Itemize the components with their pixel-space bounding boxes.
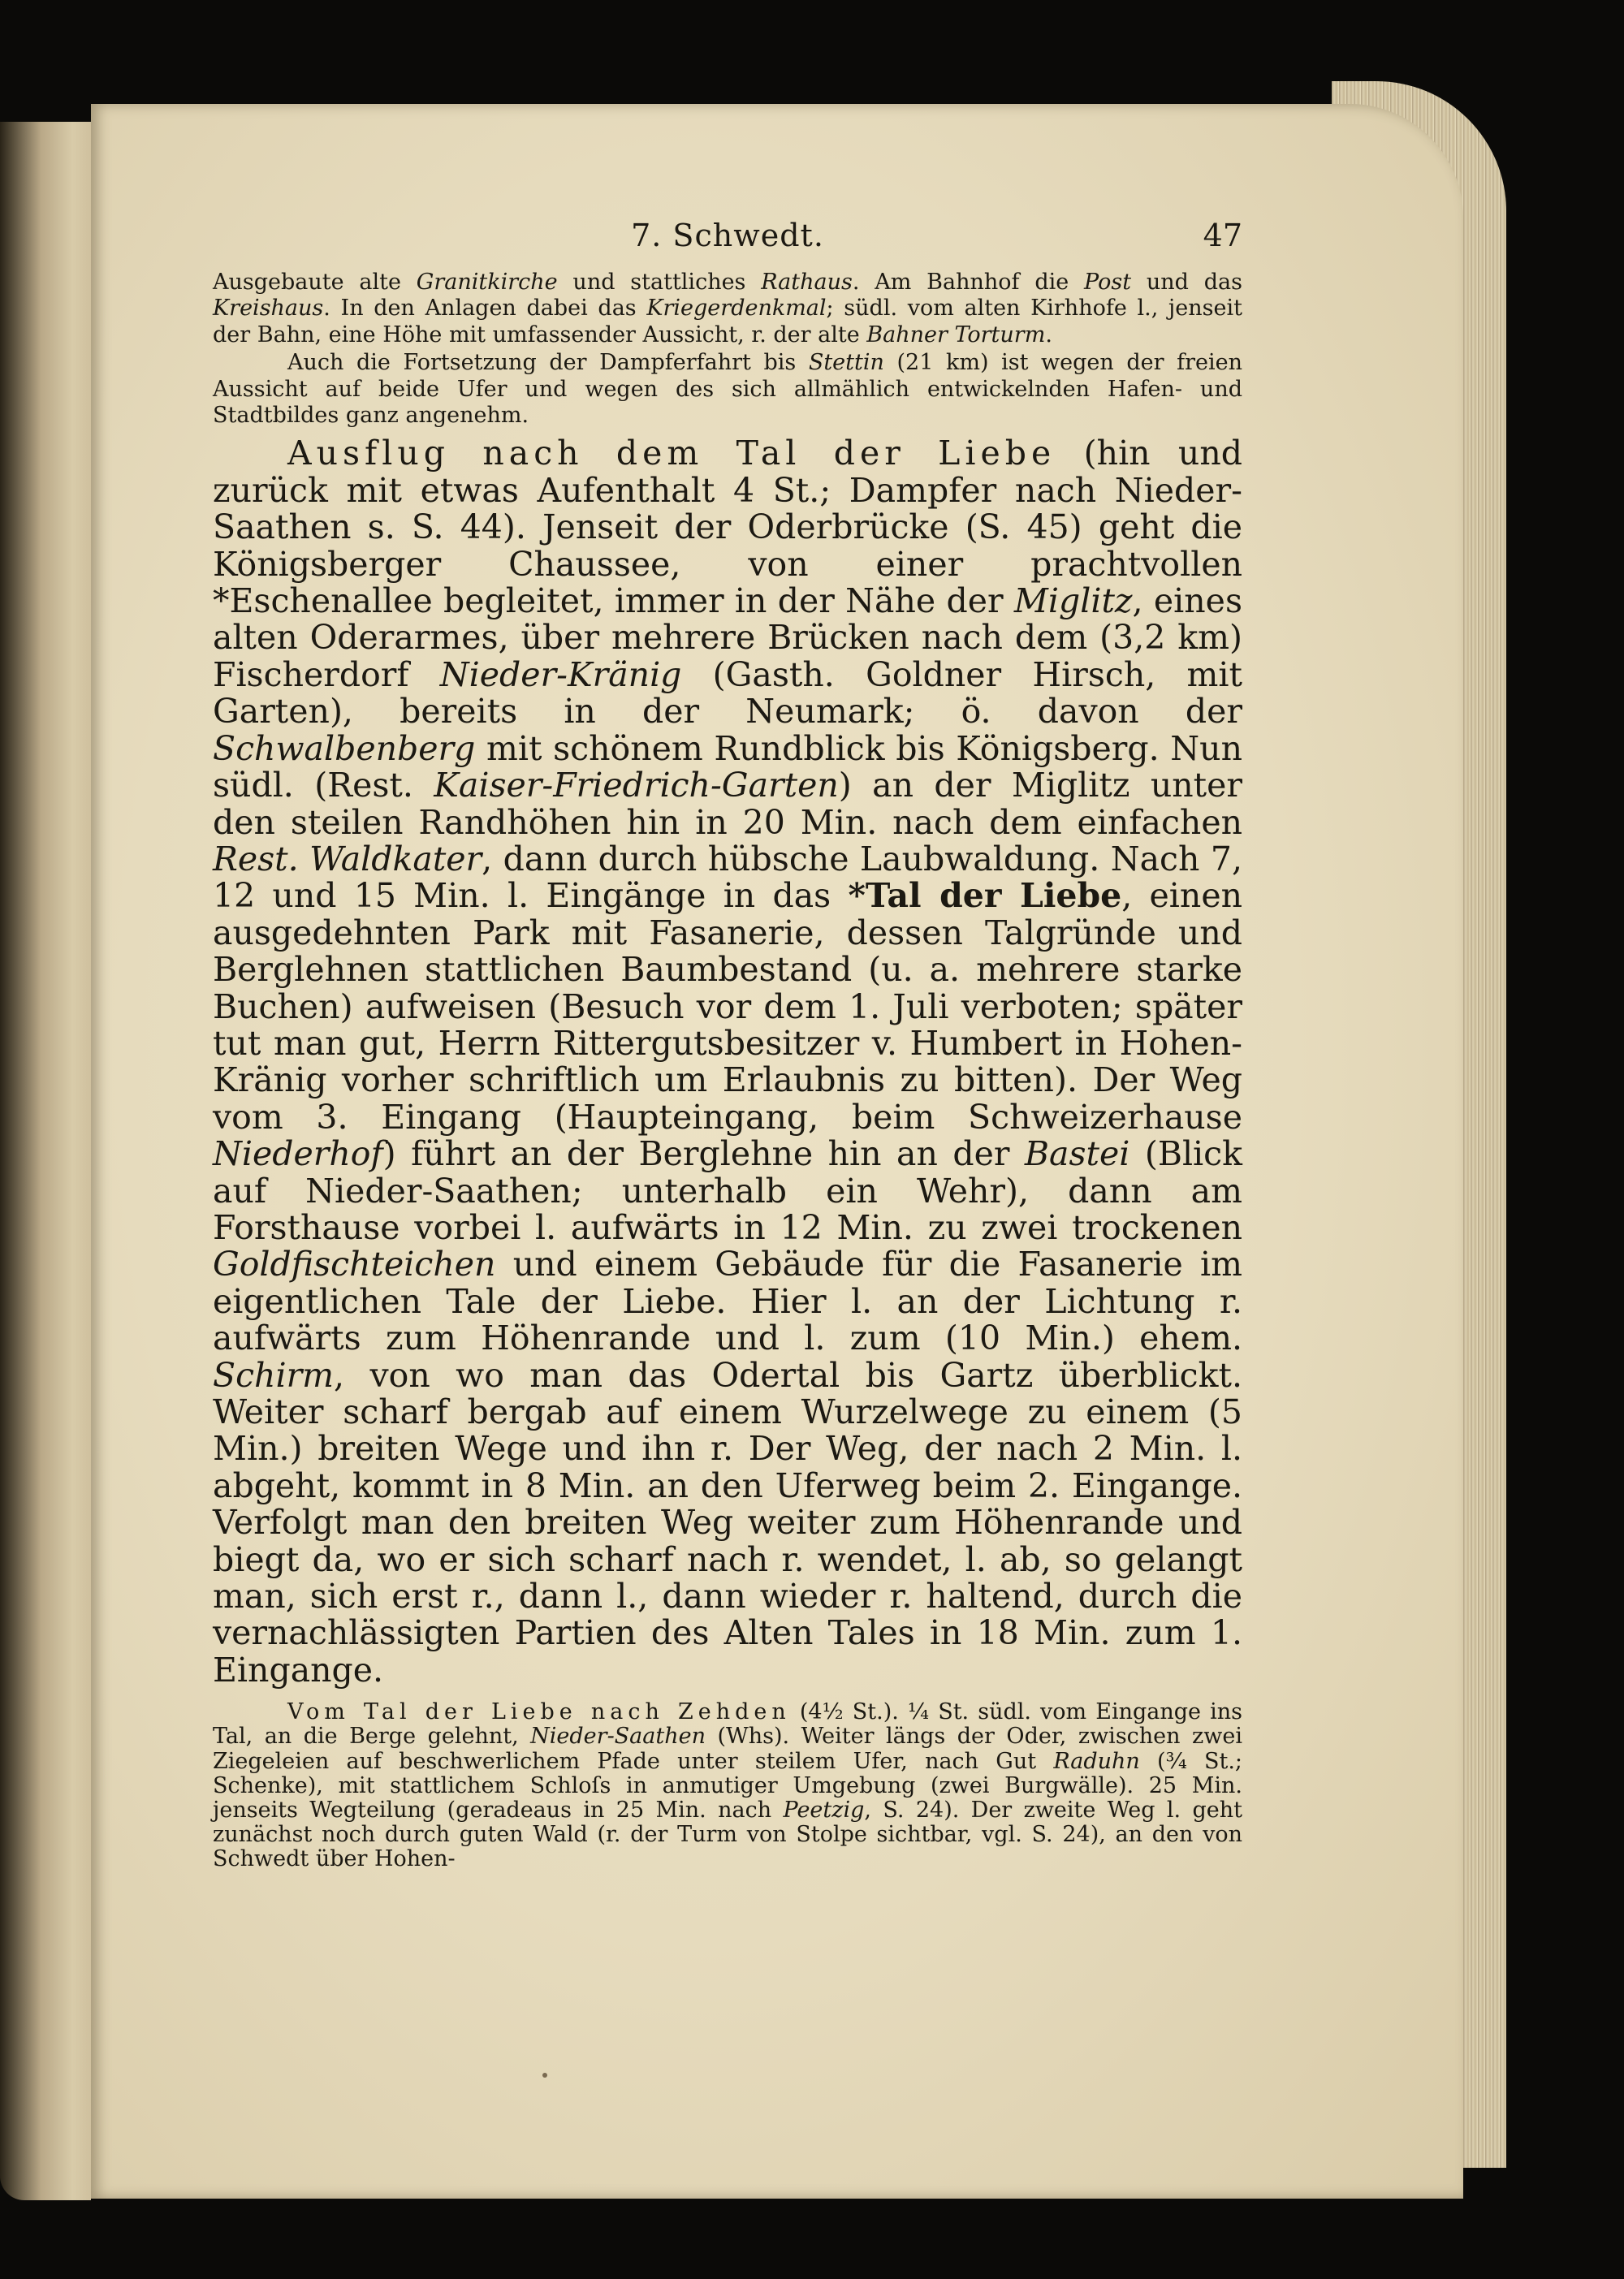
tal-der-liebe-bold: *Tal der Liebe [848,876,1122,916]
term-rathaus: Rathaus [761,270,853,295]
ink-speck [542,2073,547,2078]
excursion-paragraph: Ausflug nach dem Tal der Liebe (hin und zurück mit etwas Aufenthalt 4 St.; Dampfer nach Nieder-Saathen s. S. 44). Jenseit der Oderbrücke (S. 45) geht die Königsberger Chaussee, von einer prachtvollen *Eschenallee begleitet, immer in der Nähe der Miglitz, eines alten Oderarmes, über mehrere Brücken nach dem (3,2 km) Fischerdorf Nieder-Kränig (Gasth. Goldner Hirsch, mit Garten), bereits in der Neumark; ö. davon der Schwalbenberg mit schönem Rundblick bis Königsberg. Nun südl. (Rest. Kaiser-Friedrich-Garten) an der Miglitz unter den steilen Randhöhen hin in 20 Min. nach dem einfachen Rest. Waldkater, dann durch hübsche Laubwaldung. Nach 7, 12 und 15 Min. l. Eingänge in das *Tal der Liebe, einen ausgedehnten Park mit Fasanerie, dessen Talgründe und Berglehnen stattlichen Baumbestand (u. a. mehrere starke Buchen) aufweisen (Besuch vor dem 1. Juli verboten; später tut man gut, Herrn Rittergutsbesitzer v. Humbert in Hohen-Kränig vorher schriftlich um Erlaubnis zu bitten). Der Weg vom 3. Eingang (Haupteingang, beim Schweizerhause Niederhof) führt an der Berglehne hin an der Bastei (Blick auf Nieder-Saathen; unterhalb ein Wehr), dann am Forsthause vorbei l. aufwärts in 12 Min. zu zwei trockenen Goldfischteichen und einem Gebäude für die Fasanerie im eigentlichen Tale der Liebe. Hier l. an der Lichtung r. aufwärts zum Höhenrande und l. zum (10 Min.) ehem. Schirm, von wo man das Odertal bis Gartz überblickt. Weiter scharf bergab auf einem Wurzelwege zu einem (5 Min.) breiten Wege und ihn r. Der Weg, der nach 2 Min. l. abgeht, kommt in 8 Min. an den Uferweg beim 2. Eingange. Verfolgt man den breiten Weg weiter zum Höhenrande und biegt da, wo er sich scharf nach r. wendet, l. ab, so gelangt man, sich erst r., dann l., dann wieder r. haltend, durch die vernachlässigten Partien des Alten Tales in 18 Min. zum 1. Eingange. [213,434,1242,1690]
running-header [213,218,1242,270]
term-kriegerdenkmal: Kriegerdenkmal [646,296,827,322]
excursion-heading: Ausflug nach dem Tal der Liebe [287,434,1056,473]
term-stettin: Stettin [808,350,884,376]
intro-paragraph-2: Auch die Fortsetzung der Dampferfahrt bis Stettin (21 km) ist wegen der freien Aussicht auf beide Ufer und wegen des sich allmählich entwickelnden Hafen- und Stadtbildes ganz angenehm. [213,350,1242,429]
term-bahner-torturm: Bahner Torturm [866,322,1046,347]
page-content [213,218,1242,1872]
footnote-paragraph: Vom Tal der Liebe nach Zehden (4½ St.). ¼ St. südl. vom Eingange ins Tal, an die Berge gelehnt, Nieder-Saathen (Whs). Weiter längs der Oder, zwischen zwei Ziegeleien auf beschwerlichem Pfade unter steilem Ufer, nach Gut Raduhn (¾ St.; Schenke), mit stattlichem Schloſs in anmutiger Umgebung (zwei Burgwälle). 25 Min. jenseits Wegteilung (geradeaus in 25 Min. nach Peetzig, S. 24). Der zweite Weg l. geht zunächst noch durch guten Wald (r. der Turm von Stolpe sichtbar, vgl. S. 24), an den von Schwedt über Hohen- [213,1699,1242,1872]
footnote-heading: Vom Tal der Liebe nach Zehden [287,1699,791,1725]
intro-paragraph-1: Ausgebaute alte Granitkirche und stattliches Rathaus. Am Bahnhof die Post und das Kreishaus. In den Anlagen dabei das Kriegerdenkmal; südl. vom alten Kirhhofe l., jenseit der Bahn, eine Höhe mit umfassender Aussicht, r. der alte Bahner Torturm. [213,270,1243,347]
left-page-edge [0,122,91,2200]
term-kreishaus: Kreishaus [213,296,324,322]
term-post: Post [1084,270,1132,295]
chapter-title: 7. Schwedt. [631,218,824,253]
page-number: 47 [1203,218,1242,253]
term-granitkirche: Granitkirche [416,270,558,295]
